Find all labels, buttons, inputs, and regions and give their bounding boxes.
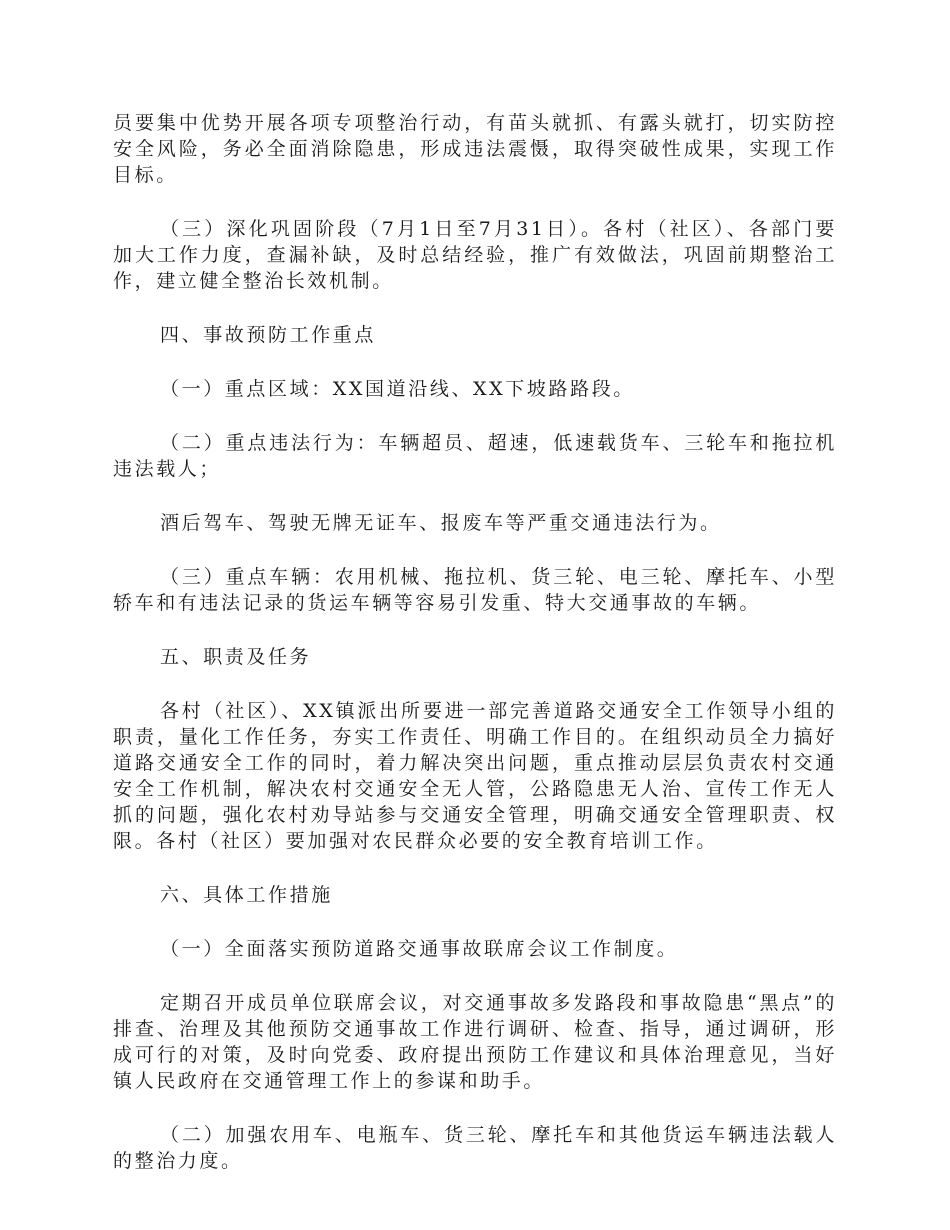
paragraph-key-vehicles: （三）重点车辆：农用机械、拖拉机、货三轮、电三轮、摩托车、小型轿车和有违法记录的货运车辆等容易引发重、特大交通事故的车辆。 [113, 566, 837, 614]
section-heading-measures: 六、具体工作措施 [160, 884, 333, 906]
paragraph-duties-body: 各村（社区）、XX镇派出所要进一部完善道路交通安全工作领导小组的职责，量化工作任务，夯实工作责任、明确工作目的。在组织动员全力搞好道路交通安全工作的同时，着力解决突出问题，重点推动层层负责农村交通安全工作机制，解决农村交通安全无人管，公路隐患无人治、宣传工作无人抓的问题，强化农村劝导站参与交通安全管理，明确交通安全管理职责、权限。各村（社区）要加强对农民群众必要的安全教育培训工作。 [113, 700, 837, 852]
paragraph-joint-meeting: （一）全面落实预防道路交通事故联席会议工作制度。 [160, 938, 679, 960]
paragraph-continuation: 员要集中优势开展各项专项整治行动，有苗头就抓、有露头就打，切实防控安全风险，务必全面消除隐患，形成违法震慑，取得突破性成果，实现工作目标。 [113, 112, 837, 186]
paragraph-consolidation-stage: （三）深化巩固阶段（7月1日至7月31日）。各村（社区）、各部门要加大工作力度，查漏补缺，及时总结经验，推广有效做法，巩固前期整治工作，建立健全整治长效机制。 [113, 218, 837, 292]
paragraph-key-areas: （一）重点区域：XX国道沿线、XX下坡路路段。 [160, 378, 635, 400]
section-heading-duties: 五、职责及任务 [160, 646, 312, 668]
paragraph-key-violations: （二）重点违法行为：车辆超员、超速，低速载货车、三轮车和拖拉机违法载人； [113, 432, 837, 480]
paragraph-serious-violations: 酒后驾车、驾驶无牌无证车、报废车等严重交通违法行为。 [160, 512, 722, 534]
paragraph-meeting-details: 定期召开成员单位联席会议，对交通事故多发路段和事故隐患“黑点”的排查、治理及其他预防交通事故工作进行调研、检查、指导，通过调研，形成可行的对策，及时向党委、政府提出预防工作建议和具体治理意见，当好镇人民政府在交通管理工作上的参谋和助手。 [113, 992, 837, 1092]
document-body [113, 110, 837, 1202]
paragraph-vehicle-enforcement: （二）加强农用车、电瓶车、货三轮、摩托车和其他货运车辆违法载人的整治力度。 [113, 1124, 837, 1172]
section-heading-accident-prevention: 四、事故预防工作重点 [160, 324, 377, 346]
